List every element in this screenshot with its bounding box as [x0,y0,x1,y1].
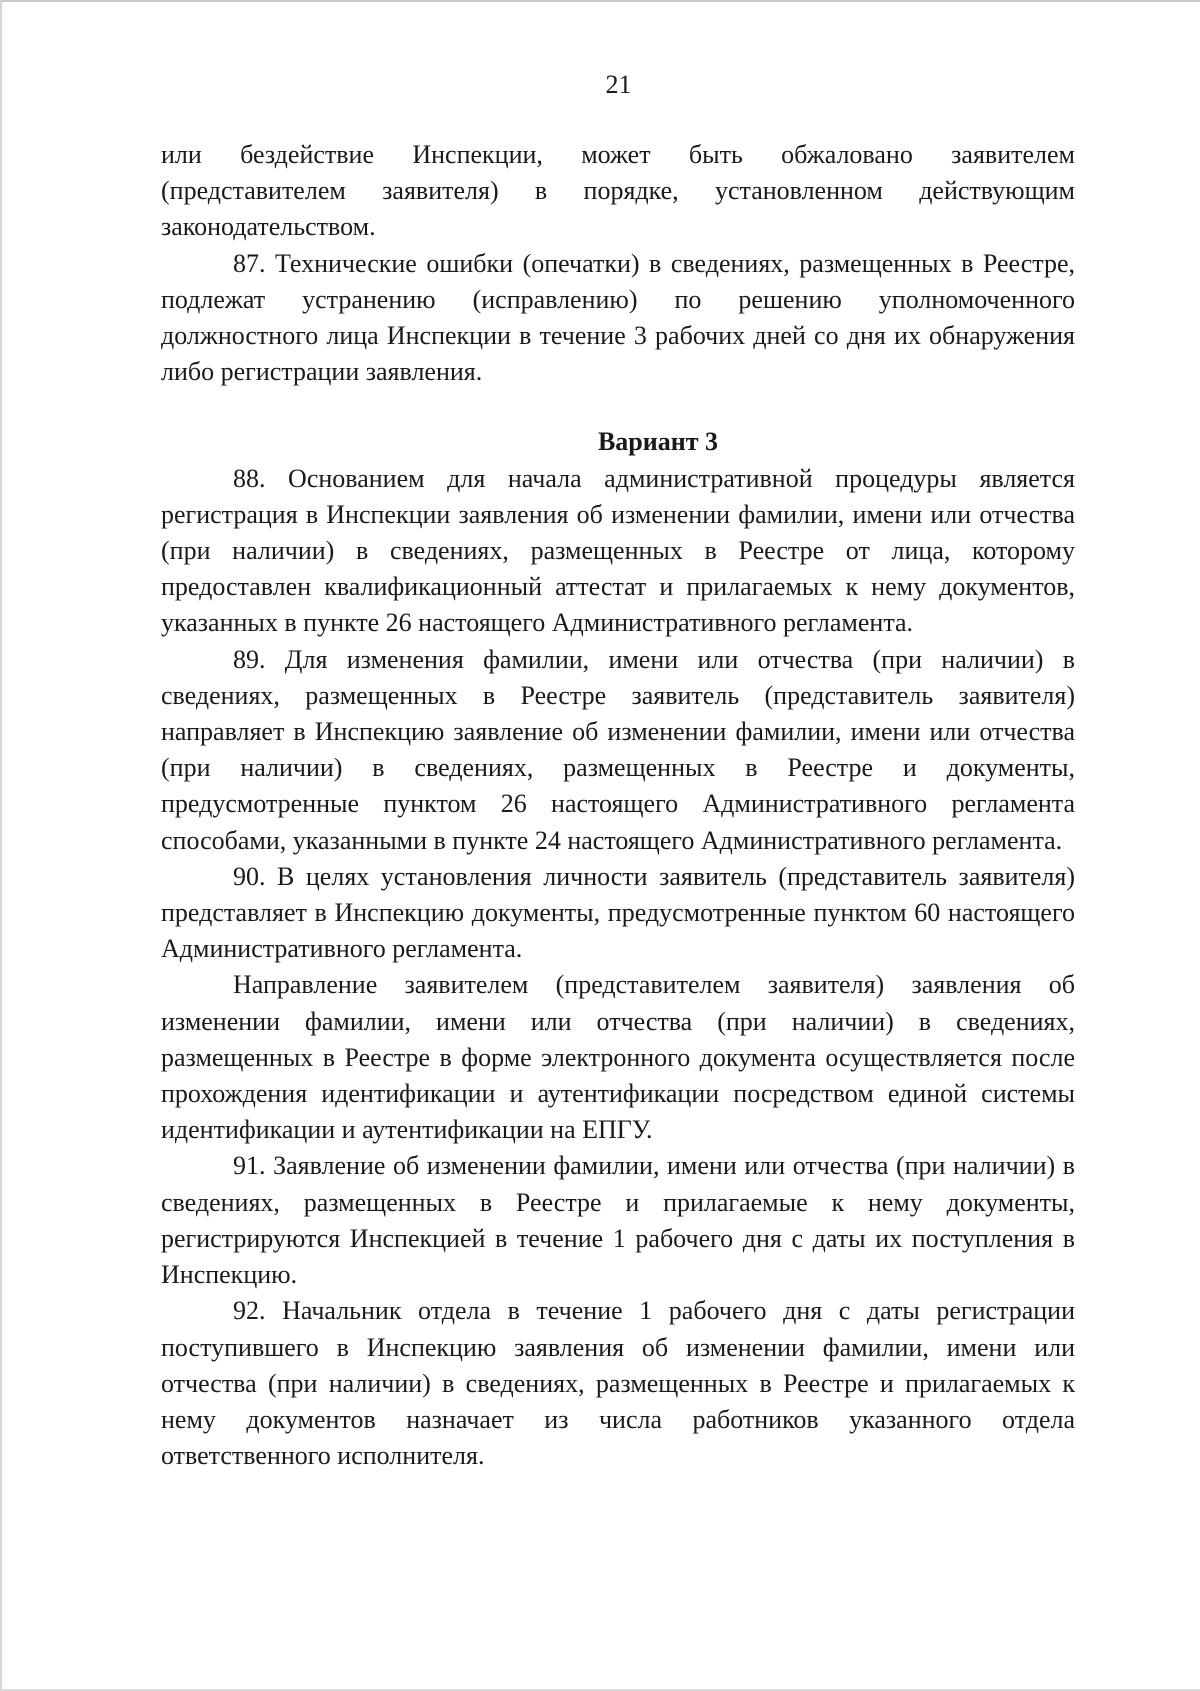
paragraph-88: 88. Основанием для начала административной процедуры является регистрация в Инспекции заявления об изменении фамилии, имени или отчества (при наличии) в сведениях, размещенных в Реестре от лица, которому предоставлен квалификационный аттестат и прилагаемых к нему документов, указанных в пункте 26 настоящего Административного регламента. [161,463,1075,638]
section-heading: Вариант 3 [597,427,719,457]
page-number: 21 [605,70,632,99]
paragraph-87: 87. Технические ошибки (опечатки) в сведениях, размещенных в Реестре, подлежат устранению (исправлению) по решению уполномоченного должностного лица Инспекции в течение 3 рабочих дней со дня их обнаружения либо регистрации заявления. [161,248,1075,387]
paragraph-90: 90. В целях установления личности заявитель (представитель заявителя) представляет в Инспекцию документы, предусмотренные пунктом 60 настоящего Административного регламента. [161,861,1075,964]
paragraph-89: 89. Для изменения фамилии, имени или отчества (при наличии) в сведениях, размещенных в Реестре заявитель (представитель заявителя) направляет в Инспекцию заявление об изменении фамилии, имени или отчества (при наличии) в сведениях, размещенных в Реестре и документы, предусмотренные пунктом 26 настоящего Административного регламента способами, указанными в пункте 24 настоящего Административного регламента. [161,644,1075,855]
document-body [161,137,1075,1474]
scan-edge-left [0,0,2,1691]
paragraph-90-continuation: Направление заявителем (представителем заявителя) заявления об изменении фамилии, имени или отчества (при наличии) в сведениях, размещенных в Реестре в форме электронного документа осуществляется после прохождения идентификации и аутентификации посредством единой системы идентификации и аутентификации на ЕПГУ. [161,970,1075,1145]
scan-edge-top [0,0,1200,2]
paragraph-91: 91. Заявление об изменении фамилии, имени или отчества (при наличии) в сведениях, размещенных в Реестре и прилагаемые к нему документы, регистрируются Инспекцией в течение 1 рабочего дня с даты их поступления в Инспекцию. [161,1151,1075,1290]
paragraph-continuation: или бездействие Инспекции, может быть обжаловано заявителем (представителем заявителя) в порядке, установленном действующим законодательством. [161,140,1075,242]
paragraph-92: 92. Начальник отдела в течение 1 рабочего дня с даты регистрации поступившего в Инспекцию заявления об изменении фамилии, имени или отчества (при наличии) в сведениях, размещенных в Реестре и прилагаемых к нему документов назначает из числа работников указанного отдела ответственного исполнителя. [161,1296,1075,1471]
